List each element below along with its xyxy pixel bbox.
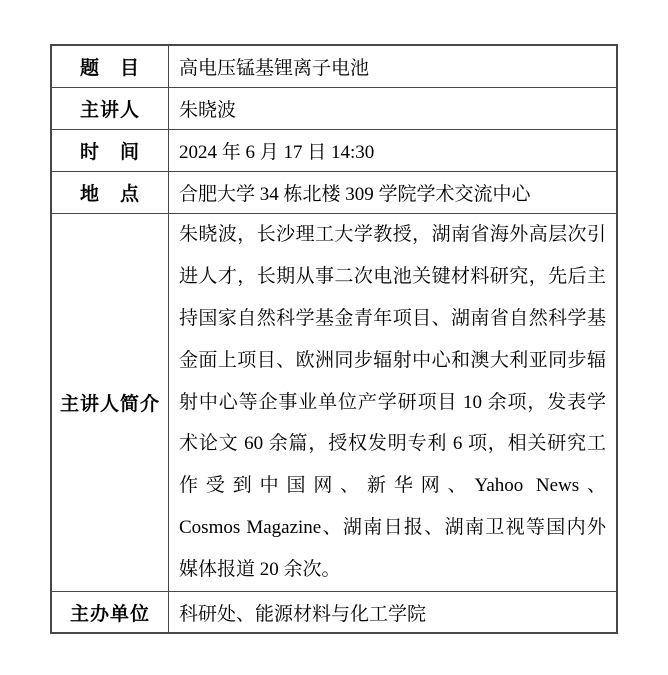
row-label-location: 地 点	[52, 172, 169, 213]
table-row-title	[52, 46, 616, 88]
bio-line: 术论文 60 余篇，授权发明专利 6 项，相关研究工	[179, 433, 606, 455]
row-value-speaker: 朱晓波	[179, 100, 237, 121]
seminar-info-table	[50, 44, 618, 634]
table-row-time	[52, 130, 616, 172]
table-row-location	[52, 172, 616, 214]
table-row-speaker	[52, 88, 616, 130]
bio-line: 朱晓波，长沙理工大学教授，湖南省海外高层次引	[179, 224, 606, 245]
row-label-title: 题 目	[52, 46, 169, 87]
table-row-speaker-bio	[52, 214, 616, 592]
table-row-organizer	[52, 592, 616, 632]
row-value-organizer: 科研处、能源材料与化工学院	[179, 603, 427, 625]
bio-line: 作受到中国网、新华网、Yahoo News、	[179, 475, 606, 497]
row-label-speaker-bio: 主讲人简介	[52, 214, 169, 591]
row-value-time: 2024 年 6 月 17 日 14:30	[179, 142, 375, 163]
row-label-time: 时 间	[52, 130, 169, 171]
bio-line: 金面上项目、欧洲同步辐射中心和澳大利亚同步辐	[179, 349, 606, 371]
bio-line: 射中心等企事业单位产学研项目 10 余项，发表学	[179, 391, 606, 413]
bio-line: 媒体报道 20 余次。	[179, 559, 341, 581]
bio-line: 持国家自然科学基金青年项目、湖南省自然科学基	[179, 307, 606, 329]
row-value-speaker-bio	[169, 214, 616, 591]
bio-line: 进人才，长期从事二次电池关键材料研究，先后主	[179, 265, 606, 287]
row-value-location: 合肥大学 34 栋北楼 309 学院学术交流中心	[179, 184, 531, 205]
bio-line: Cosmos Magazine、湖南日报、湖南卫视等国内外	[179, 517, 606, 539]
row-label-organizer: 主办单位	[52, 592, 169, 632]
row-label-speaker: 主讲人	[52, 88, 169, 129]
row-value-title: 高电压锰基锂离子电池	[179, 58, 370, 79]
